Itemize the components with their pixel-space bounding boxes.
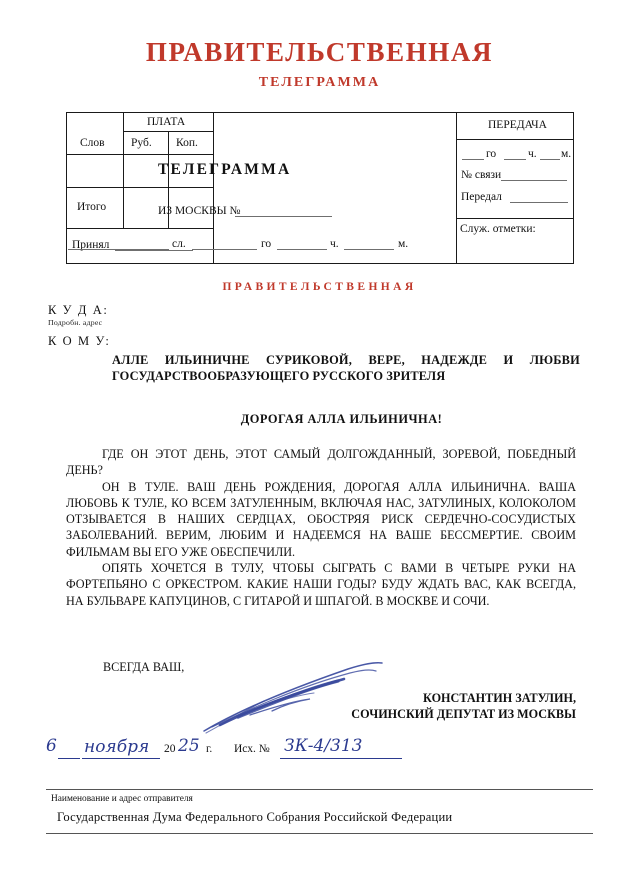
form-center-title: ТЕЛЕГРАММА [158,161,292,178]
kuda-hint: Подробн. адрес [48,318,103,327]
outgoing-number-rule [280,758,402,759]
table-hline-itogo [67,228,213,229]
go-label-center: го [261,238,272,250]
table-vline-center [213,113,214,263]
from-moscow-blank-rule [235,216,332,217]
addressee-word: НАДЕЖДЕ [421,353,488,367]
peredacha-header: ПЕРЕДАЧА [488,119,547,131]
addressee-word: ИЛЬИНИЧНЕ [164,353,250,367]
addressee-word: ЛЮБВИ [529,353,580,367]
body-paragraph: ГДЕ ОН ЭТОТ ДЕНЬ, ЭТОТ САМЫЙ ДОЛГОЖДАННЫЙ, ЗОРЕВОЙ, ПОБЕДНЫЙ ДЕНЬ? [66,447,576,478]
center-bottom-rule-3 [277,249,327,250]
letter-body [66,446,576,609]
accepted-blank-rule [115,250,193,251]
komu-label: К О М У: [48,334,111,348]
addressee-word: АЛЛЕ [112,353,149,367]
addressee-word: СУРИКОВОЙ, [266,353,353,367]
body-paragraph: ОН В ТУЛЕ. ВАШ ДЕНЬ РОЖДЕНИЯ, ДОРОГАЯ АЛЛА ИЛЬИНИЧНА. ВАША ЛЮБОВЬ К ТУЛЕ, КО ВСЕМ ЗАТУЛЕННЫМ, ВКЛЮЧАЯ НАС, ЗАТУЛИНЫХ, КОЛОКОЛОМ ОТЗЫВАЕТСЯ В НАШИХ СЕРДЦАХ, ОБОСТРЯЯ РИСК СЕРДЕЧНО-СОСУДИСТЫХ ЗАБОЛЕВАНИЙ. ВЕРИМ, ЛЮБИМ И НАДЕЕМСЯ НА ВАШЕ БЕССМЕРТИЕ. СВОИМ ФИЛЬМАМ ВЫ ЕГО УЖЕ ОБЕСПЕЧИЛИ. [66,479,576,559]
outgoing-number: ЗК-4/313 [284,736,363,756]
center-bottom-rule-1 [68,249,169,250]
center-bottom-rule-4 [344,249,394,250]
transmitted-label: Передал [461,191,502,203]
service-notes-label: Служ. отметки: [460,223,536,235]
footer-divider-bottom [46,833,593,834]
dateline-month: ноября [84,737,150,757]
line-no-rule [501,180,567,181]
line-no-label: № связи [461,169,502,181]
dateline-day: 6 [46,736,57,756]
masthead-subtitle: ТЕЛЕГРАММА [258,75,381,91]
transfer-go-label: го [486,148,497,160]
table-hline-row1 [67,187,213,188]
total-label: Итого [77,201,107,213]
col-words-header: Слов [80,137,105,149]
government-banner-repeat: ПРАВИТЕЛЬСТВЕННАЯ [222,281,417,293]
table-hline-peredacha [456,139,573,140]
dateline-year-abbr: г. [206,743,213,755]
col-kopecks-header: Коп. [176,137,198,149]
footer-label: Наименование и адрес отправителя [51,794,193,804]
transfer-ch-label: ч. [528,148,537,160]
sl-label: сл. [172,238,186,250]
addressee-line-2: ГОСУДАРСТВООБРАЗУЮЩЕГО РУССКОГО ЗРИТЕЛЯ [112,369,446,383]
addressee-block [112,352,580,384]
addressee-word: И [503,353,514,367]
dateline-day-rule [58,758,80,759]
dateline [46,736,466,768]
masthead [0,38,639,91]
addressee-word: ВЕРЕ, [368,353,405,367]
plata-header: ПЛАТА [147,116,186,128]
col-rubles-header: Руб. [131,137,152,149]
dateline-month-rule [82,758,160,759]
table-hline-sluzh [456,218,573,219]
dateline-year-suffix: 25 [178,736,200,756]
m-label-center: м. [398,238,409,250]
salutation: ДОРОГАЯ АЛЛА ИЛЬИНИЧНА! [240,412,443,426]
transfer-ch-rule [504,159,526,160]
table-hline-plata [123,131,213,132]
outgoing-label: Исх. № [234,743,270,755]
from-moscow-label: ИЗ МОСКВЫ № [158,205,241,217]
transfer-m-label: м. [561,148,572,160]
addressee-line-1 [112,352,580,368]
telegram-form-table [66,112,574,264]
signer-name: КОНСТАНТИН ЗАТУЛИН, [423,691,576,705]
table-vline-right [456,113,457,263]
kuda-label: К У Д А: [48,303,109,317]
footer-divider-top [46,789,593,790]
footer-organization: Государственная Дума Федерального Собрания Российской Федерации [57,810,453,824]
signer-title: СОЧИНСКИЙ ДЕПУТАТ ИЗ МОСКВЫ [351,707,576,721]
valediction: ВСЕГДА ВАШ, [103,660,185,674]
table-hline-cols [67,154,213,155]
transfer-go-rule [462,159,484,160]
dateline-year-prefix: 20 [164,743,176,755]
center-bottom-rule-2 [192,249,257,250]
transmitted-rule [510,202,568,203]
accepted-label: Принял [72,239,110,251]
ch-label-center: ч. [330,238,339,250]
signer-block [351,690,576,722]
transfer-m-rule [540,159,560,160]
body-paragraph: ОПЯТЬ ХОЧЕТСЯ В ТУЛУ, ЧТОБЫ СЫГРАТЬ С ВАМИ В ЧЕТЫРЕ РУКИ НА ФОРТЕПЬЯНО С ОРКЕСТРОМ. КАКИЕ НАШИ ГОДЫ? БУДУ ЖДАТЬ ВАС, КАК ВСЕГДА, НА БУЛЬВАРЕ КАПУЦИНОВ, С ГИТАРОЙ И ШПАГОЙ. В МОСКВЕ И СОЧИ. [66,561,576,608]
masthead-title: ПРАВИТЕЛЬСТВЕННАЯ [145,37,494,67]
